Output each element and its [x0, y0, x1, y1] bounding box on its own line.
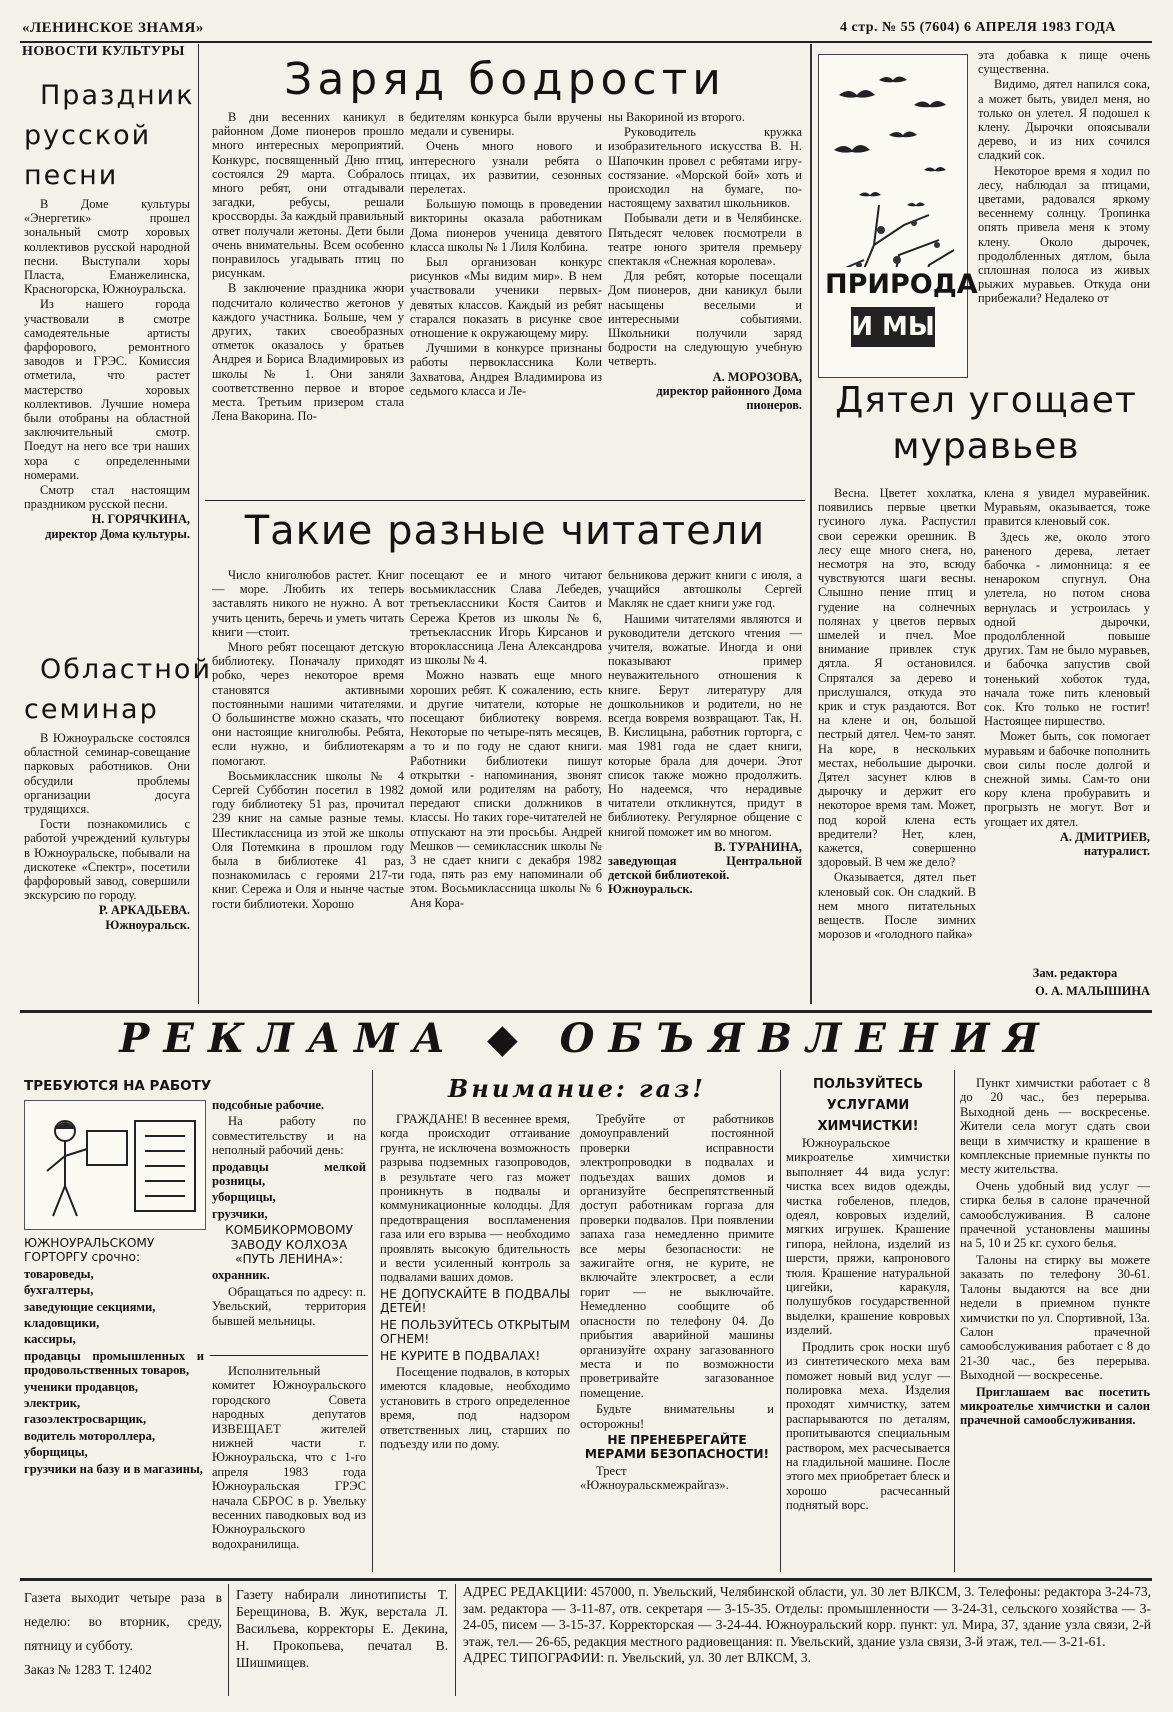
editorial-address: АДРЕС РЕДАКЦИИ: 457000, п. Увельский, Челябинской области, ул. 30 лет ВЛКСМ, 3. Телефоны: редактора 3-24-73, зам. редактора — 3-11-87, отв. секретаря — 3-15-35. Отделы: промышленности — 3-24-31, сельского хозяйства — 3-24-05, писем — 3-15-37. Корректорская — 3-24-44. Южноуральский корр. пункт: ул. Мира, 37, здание узла связи, 2-й этаж, тел.— 26-65, редакция местного радиовещания: п. Увельский, здание узла связи, 3-й этаж, тел.— 3-21-61.	[463, 1584, 1151, 1649]
vacancy: бухгалтеры,	[24, 1283, 94, 1298]
paragraph: Здесь же, около этого раненого дерева, летает бабочка - лимонница: я ее ненароком спугнул. Она улетела, но потом снова вернулась и устроилась у одной дырочки, продолбленной повыше других. Там не было муравьев, и бабочка запустив свой тоненький хоботок туда, начала тоже пить кленовый сок. Кто только не гостит! Настоящее пиршество.	[984, 529, 1150, 729]
article-title: Областной семинар	[24, 654, 212, 725]
vacancy: продавцы промышленных и продовольственных товаров,	[24, 1348, 204, 1378]
paragraph: В дни весенних каникул в районном Доме пионеров прошло много интересных мероприятий. Конкурс, посвященный Дню птиц, состоялся 29 марта. Собралось много ребят, они отгадывали загадки, ребусы, решали кроссворды. За каждый правильный ответ получали жетоны. Дети были очень внимательны. Всем особенно понравилось угадывать птиц по рисункам.	[212, 110, 404, 281]
section-rule	[205, 500, 805, 501]
paragraph: Некоторое время я ходил по лесу, наблюдал за птицами, цветами, радовался яркому весеннему солнцу. Тропинка опять привела меня к этому клену. Около дырочек, продолбленных дятлом, была сплошная полоса из живых рыжих муравьев. Откуда они прибежали? Недалеко от	[978, 163, 1150, 306]
vacancy: кассиры,	[24, 1332, 76, 1347]
column-rule	[198, 44, 199, 1004]
article-dyatel-col1	[818, 486, 976, 1004]
ad-line: На работу по совместительству и на неполный рабочий день:	[212, 1114, 366, 1158]
author-name: А. ДМИТРИЕВ,	[1059, 829, 1150, 844]
gas-col1	[380, 1112, 570, 1570]
vacancy: охранник.	[212, 1268, 270, 1283]
order-number: Заказ № 1283 Т. 12402	[24, 1662, 152, 1677]
paragraph: бедителям конкурса были вручены медали и сувениры.	[410, 110, 602, 139]
ad-line: ГРАЖДАНЕ! В весеннее время, когда происходит оттаивание грунта, не исключена возможность разрыва подземных газопроводов, в результате чего газ может проникнуть в подвалы и коммуникационные колодцы. Для предотвращения воспламенения газа или его взрыва — необходимо проявлять высокую бдительность и вести усиленный контроль за подвалами ваших домов.	[380, 1112, 570, 1285]
ad-line: Талоны на стирку вы можете заказать по телефону 30-61. Талоны выдаются на все дни недели в приемном пункте химчистки по ул. Спортивной, 13а. Салон прачечной самообслуживания работает с 8 до 21-30 час., без перерыва. Выходной — воскресенье.	[960, 1252, 1150, 1383]
author-role: директор районного Дома пионеров.	[656, 383, 802, 413]
author-place: Южноуральск.	[105, 917, 190, 932]
header-rule	[20, 41, 1152, 43]
gas-col2	[580, 1112, 774, 1570]
paragraph: Восьмиклассник школы № 4 Сергей Субботин посетил в 1982 году библиотеку 51 раз, прочитал 239 книг на самые разные темы. Шестиклассница из этой же школы Оля Потемкина в прошлом году была в библиотеке 41 раз, познакомилась с героями 217-ти книг. Сережа и Оля и нынче частые гости библиотеки. Хорошо	[212, 768, 404, 911]
work-illustration	[24, 1100, 206, 1230]
footer-rule	[228, 1584, 229, 1696]
paragraph: посещают ее и много читают восьмиклассник Слава Лебедев, третьеклассники Костя Саитов и Сережа Кретов из школы № 6, третьеклассник Игорь Кирсанов и второклассница Лена Александрова из школы № 4.	[410, 568, 602, 668]
ad-line: Обращаться по адресу: п. Увельский, территория бывшей мельницы.	[212, 1284, 366, 1328]
article-dyatel-continued	[978, 48, 1150, 370]
paragraph: В Доме культуры «Энергетик» прошел зональный смотр хоровых коллективов русской народной песни. Выступали хоры Пласта, Еманжелинска, Красногорска, Южноуральска.	[24, 197, 190, 297]
ad-line: НЕ КУРИТЕ В ПОДВАЛАХ!	[380, 1348, 541, 1363]
paragraph: эта добавка к пище очень существенна.	[978, 48, 1150, 77]
ad-line: Пункт химчистки работает с 8 до 20 час., без перерыва. Выходной день — воскресенье. Жители села могут сдать свои вещи в химчистку и крашение в комплексные приемные пункты по месту жительства.	[960, 1076, 1150, 1177]
paragraph: Из нашего города участвовали в смотре самодеятельные артисты фарфорового, ремонтного заводов и ГРЭС. Комиссия отметила, что растет мастерство хоровых коллективов. Лучшие номера были отобраны на областной заключительный смотр. Поедут на него все три наших хора с определенными номерами.	[24, 297, 190, 482]
article-zaryad-col1	[212, 110, 404, 490]
footer-rule	[20, 1578, 1152, 1581]
vacancy: кладовщики,	[24, 1316, 100, 1331]
rubric-priroda-line2: И МЫ	[851, 307, 935, 347]
article-seminar	[24, 650, 212, 1005]
paragraph: Весна. Цветет хохлатка, появились первые цветки гусиного лука. Распустил свои сережки орешник. В лесу еще много снега, но, несмотря на это, всюду чувствуются шаги весны. Слышно пение птиц и гудение на солнечных полянах у цветов первых шмелей и пчел. Мое внимание привлек стук дятла. Я остановился. Спрятался за дерево и прислушался, откуда это крик и стук раздаются. Вот на клене и он, большой пестрый дятел. Чем-то занят. На коре, в нескольких местах, небольшие дырочки. Дятел засунет клюв в дырочку и держит его некоторое время там. Может, под корой клена есть вредители? Нет, клен, кажется, совершенно здоровый. В чем же дело?	[818, 486, 976, 870]
paragraph: Может быть, сок помогает муравьям и бабочке пополнить свои силы после долгой и снежной зимы. Сам-то они кору клена пробуравить и прогрызть не могут. Вот и угощает их дятел.	[984, 729, 1150, 829]
ad-line: НЕ ПРЕНЕБРЕГАЙТЕ МЕРАМИ БЕЗОПАСНОСТИ!	[584, 1432, 770, 1462]
himchistka-col2	[960, 1076, 1150, 1570]
article-chitateli-col1	[212, 568, 404, 1008]
paragraph: Был организован конкурс рисунков «Мы видим мир». В нем участвовали ученики первых-девятых классов. Каждый из ребят старался показать в рисунке свое отношение к окружающему миру.	[410, 255, 602, 341]
author-name: Н. ГОРЯЧКИНА,	[91, 512, 190, 527]
rubric-culture-news: НОВОСТИ КУЛЬТУРЫ	[22, 44, 185, 59]
paragraph: бельникова держит книги с июля, а учащийся автошколы Сергей Макляк не сдает книги уже год.	[608, 568, 802, 611]
ad-line: Требуйте от работников домоуправлений постоянной проверки исправности электропроводки в подвалах и подъездах ваших домов и организуйте беспрепятственный доступ работникам горгаза для проверки подвалов. При появлении запаха газа немедленно примите все меры безопасности: не зажигайте огня, не курите, не включайте электросвет, а если горит — не выключайте. Немедленно сообщите об опасности по телефону 04. До прибытия аварийной машины организуйте охрану загазованного места и по возможности проветривайте загазованное помещение.	[580, 1112, 774, 1400]
ads-banner: РЕКЛАМА ◆ ОБЪЯВЛЕНИЯ	[119, 1015, 1053, 1062]
paragraph: Очень много нового и интересного узнали ребята о птицах, их развитии, сезонных перелетах.	[410, 139, 602, 197]
paragraph: Оказывается, дятел пьет кленовый сок. Он сладкий. В нем много питательных веществ. После зимних морозов и «голодного пайка»	[818, 870, 976, 942]
footer-rule	[455, 1584, 456, 1696]
himchistka-col1	[786, 1136, 950, 1570]
author-place: Южноуральск.	[608, 882, 693, 897]
schedule-text: Газета выходит четыре раза в неделю: во вторник, среду, пятницу и субботу.	[24, 1590, 222, 1653]
author-name: Р. АРКАДЬЕВА.	[98, 903, 190, 918]
footer-address	[463, 1584, 1151, 1667]
ad-line: Трест «Южноуральскмежрайгаз».	[580, 1463, 729, 1493]
paragraph: Можно назвать еще много хороших ребят. К сожалению, есть и другие читатели, которые не посещают библиотеку вовремя. Некоторые по четыре-пять месяцев, а то и по году не сдают книги. Работники библиотеки пишут открытки - напоминания, звонят домой или родителям на работу, передают списки должников в классы. Но таких горе-читателей не отпускают на эти просьбы. Андрей Мешков — семиклассник школы № 3 не сдает книги с декабря 1982 года, пять раз ему напоминали об этом. Восьмиклассница школы № 6 Аня Кора-	[410, 668, 602, 910]
himchistka-title: ПОЛЬЗУЙТЕСЬ УСЛУГАМИ ХИМЧИСТКИ!	[813, 1077, 923, 1134]
ad-line: КОМБИКОРМОВОМУ ЗАВОДУ КОЛХОЗА «ПУТЬ ЛЕНИНА»:	[225, 1223, 353, 1267]
paragraph: В заключение праздника жюри подсчитало количество жетонов у каждого участника. Больше, чем у других, таких своеобразных отметок оказалось у братьев Андрея и Бориса Владимировых из школы № 1. Они заняли соответственно первое и второе места. Третьим призером стала Лена Вакорина. По-	[212, 281, 404, 424]
editor-name: О. А. МАЛЫШИНА	[1035, 984, 1150, 998]
print-address: АДРЕС ТИПОГРАФИИ: п. Увельский, ул. 30 лет ВЛКСМ, 3.	[463, 1650, 812, 1665]
ad-line: ЮЖНОУРАЛЬСКОМУ ГОРТОРГУ срочно:	[24, 1236, 155, 1265]
vacancy: товароведы,	[24, 1266, 94, 1281]
paragraph: Лучшими в конкурсе признаны работы первоклассника Коли Захватова, Андрея Владимирова из седьмого класса и Ле-	[410, 341, 602, 398]
torg-vacancies	[24, 1236, 204, 1566]
ads-rule	[780, 1070, 781, 1572]
ad-line: НЕ ПОЛЬЗУЙТЕСЬ ОТКРЫТЫМ ОГНЕМ!	[380, 1317, 570, 1347]
gas-title: Внимание: газ!	[448, 1074, 706, 1103]
author-name: А. МОРОЗОВА,	[712, 369, 802, 384]
article-zaryad-col3	[608, 110, 802, 490]
article-title-dyatel: Дятел угощает муравьев	[835, 380, 1137, 467]
paragraph: Большую помощь в проведении викторины оказала работникам Дома пионеров ученица девятого класса школы № 1 Лиля Колбина.	[410, 197, 602, 254]
newspaper-name: «ЛЕНИНСКОЕ ЗНАМЯ»	[22, 20, 204, 36]
ispolkom-notice	[212, 1364, 366, 1570]
footer-typesetters: Газету набирали линотиписты Т. Берещинова, В. Жук, верстала Л. Васильева, корректоры Е. Декина, Н. Прокопьева, печатал В. Шишмищев.	[236, 1587, 448, 1670]
paragraph: Руководитель кружка изобразительного искусства В. Н. Шапочкин провел с ребятами игру-состязание. «Морской бой» хоть и происходил на бумаге, по-настоящему захватил школьников.	[608, 125, 802, 211]
paragraph: Побывали дети и в Челябинске. Пятьдесят человек посмотрели в театре юного зрителя премьеру спектакля «Снежная королева».	[608, 211, 802, 269]
work-col2	[212, 1098, 366, 1348]
paragraph: Гости познакомились с работой учреждений культуры в Южноуральске, побывали на дискотеке «Спектр», посетили фарфоровый завод, совершили экскурсию по городу.	[24, 817, 190, 903]
paragraph: клена я увидел муравейник. Муравьям, оказывается, тоже правится кленовый сок.	[984, 486, 1150, 529]
editor-role: Зам. редактора	[1032, 966, 1118, 980]
paragraph: Много ребят посещают детскую библиотеку. Поначалу приходят робко, через некоторое время становятся активными постоянными нашими читателями. О большинстве можно сказать, что они настоящие книголюбы. Ребята, если нужно, и библиотекарям помогают.	[212, 640, 404, 768]
author-role: директор Дома культуры.	[45, 526, 190, 541]
priroda-illustration	[818, 54, 978, 378]
ad-line: Очень удобный вид услуг — стирка белья в салоне прачечной самообслуживания. В салоне прачечной установлены машины на 5, 10 и 25 кг. сухого белья.	[960, 1178, 1150, 1251]
ads-rule	[954, 1070, 955, 1572]
vacancy: газоэлектросварщик,	[24, 1412, 147, 1427]
article-title: Праздник русской песни	[24, 80, 195, 191]
article-dyatel-col2	[984, 486, 1150, 956]
ad-line: Продлить срок носки шуб из синтетического меха вам поможет новый вид услуг — полировка меха. Изделия проходят химчистку, затем распарываются по деталям, пропитываются специальным раствором, мех расчесывается на гладильной машине. После этого мех приобретает блеск и хорошо расчесанный поднятый ворс.	[786, 1339, 950, 1513]
author-role: заведующая Центральной детской библиотекой.	[608, 854, 802, 883]
worker-illustration	[25, 1101, 205, 1229]
ad-line: Исполнительный комитет Южноуральского городского Совета народных депутатов ИЗВЕЩАЕТ жителей нижней части г. Южноуральска, что с 1-го апреля 1983 года Южноуральская ГРЭС начала СБРОС в р. Увельку весенних паводковых вод из Южноуральского водохранилища.	[212, 1364, 366, 1551]
article-prazdnik	[24, 76, 195, 596]
paragraph: Нашими читателями являются и руководители детского чтения — учителя, вожатые. Иногда и они показывают пример неуважительного отношения к книге. Берут литературу для дошкольников и родители, но не всегда вовремя возвращают. Так, Н. В. Кислицына, работник горторга, с мая 1981 года не сдает книги, которые брала для дочери. Этот список также можно продолжить. Но надеемся, что нерадивые читатели откликнутся, придут в библиотеку. Регулярное общение с книгой поможет им во многом.	[608, 611, 802, 839]
article-chitateli-col3	[608, 568, 802, 1008]
footer-schedule	[24, 1586, 222, 1682]
issue-info: 4 стр. № 55 (7604) 6 АПРЕЛЯ 1983 ГОДА	[840, 20, 1116, 35]
ad-line: Южноуральское микроателье химчистки выполняет 44 вида услуг: чистка всех видов одежды, чистка гобеленов, пледов, одеял, ковровых изделий, мягких игрушек. Крашение гипора, нейлона, изделий из шерсти, пряжи, капронового тюля. Крашение натуральной цигейки, каракуля, полушубков государственной выделки, крашение ковровых изделий.	[786, 1136, 950, 1338]
paragraph: Смотр стал настоящим праздником русской песни.	[24, 483, 190, 512]
ad-line: Приглашаем вас посетить микроателье химчистки и салон прачечной самообслуживания.	[960, 1384, 1150, 1428]
paragraph: ны Вакориной из второго.	[608, 110, 745, 124]
article-title-zaryad: Заряд бодрости	[284, 54, 726, 105]
work-header: ТРЕБУЮТСЯ НА РАБОТУ	[24, 1078, 212, 1094]
vacancy: грузчики на базу и в магазины,	[24, 1461, 203, 1476]
vacancy: продавцы мелкой розницы,	[212, 1159, 366, 1189]
ad-line: НЕ ДОПУСКАЙТЕ В ПОДВАЛЫ ДЕТЕЙ!	[380, 1286, 570, 1316]
vacancy: заведующие секциями,	[24, 1299, 156, 1314]
rubric-priroda-line1: ПРИРОДА	[825, 269, 978, 300]
vacancy: водитель мотороллера,	[24, 1428, 156, 1443]
vacancy: уборщицы,	[24, 1445, 88, 1460]
vacancy: подсобные рабочие.	[212, 1098, 325, 1112]
vacancy: грузчики,	[212, 1206, 268, 1221]
vacancy: электрик,	[24, 1396, 81, 1411]
author-role: натуралист.	[1083, 844, 1150, 859]
vacancy: уборщицы,	[212, 1190, 276, 1205]
ads-rule	[372, 1070, 373, 1572]
vacancy: ученики продавцов,	[24, 1379, 139, 1394]
paragraph: В Южноуральске состоялся областной семинар-совещание парковых работников. Они обсудили проблемы организации досуга трудящихся.	[24, 731, 190, 817]
ads-top-rule	[20, 1010, 1152, 1013]
paragraph: Для ребят, которые посещали Дом пионеров, дни каникул были насыщены веселыми и интересными событиями. Школьники получили заряд бодрости на следующую учебную четверть.	[608, 269, 802, 369]
paragraph: Число книголюбов растет. Книг — море. Любить их теперь заставлять никого не нужно. А вот учить ценить, беречь и уметь читать книги —стоит.	[212, 568, 404, 639]
ad-line: Будьте внимательны и осторожны!	[580, 1402, 774, 1431]
author-name: В. ТУРАНИНА,	[714, 839, 802, 854]
paragraph: Видимо, дятел напился сока, а может быть, увидел меня, но только он улетел. Я подошел к клену. Дырочки опоясывали дерево, и из них сочился сладкий сок.	[978, 77, 1150, 163]
article-title-chitateli: Такие разные читатели	[244, 508, 766, 554]
article-chitateli-col2	[410, 568, 602, 1008]
ad-line: Посещение подвалов, в которых имеются кладовые, необходимо установить в строго определенное время, под надзором ответственных лиц, старших по подъезду или по дому.	[380, 1364, 570, 1451]
column-rule	[810, 44, 812, 1004]
ads-rule	[210, 1355, 368, 1356]
article-zaryad-col2	[410, 110, 602, 490]
